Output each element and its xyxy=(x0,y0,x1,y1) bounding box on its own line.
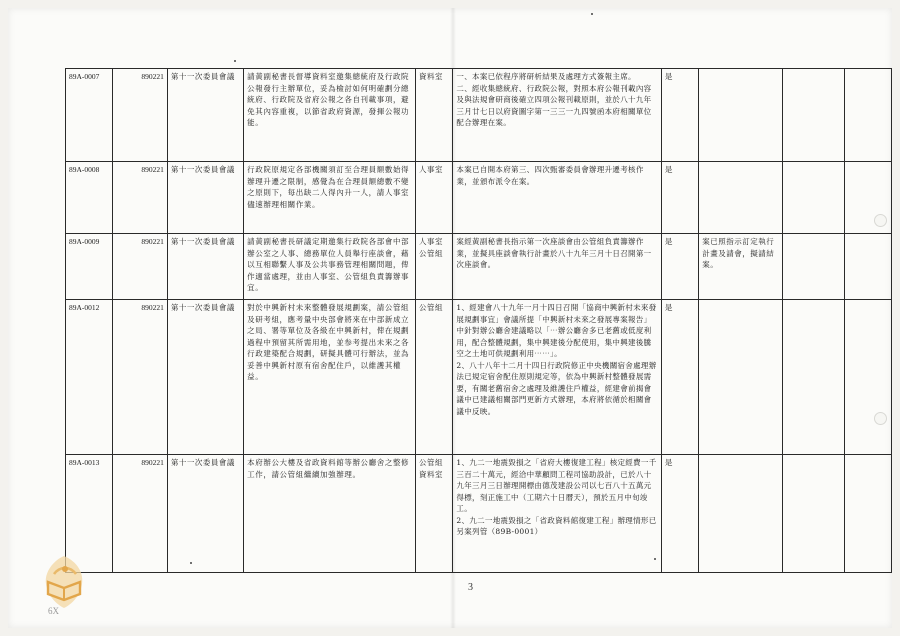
empty-cell xyxy=(845,300,892,455)
responsible-unit: 人事室 xyxy=(416,162,453,234)
case-description: 行政院原規定各部機關須訂至合理員額數始得辦理升遷之限制，感覺為在合理員額總數不變之原則下，每出缺二人得內升一人，請人事室儘速辦理相關作業。 xyxy=(244,162,416,234)
meeting-name: 第十一次委員會議 xyxy=(167,162,243,234)
case-description: 請黃副秘書長研議定期邀集行政院各部會中部辦公室之人事、總務單位人員舉行座談會，藉以互相聯繫人事及公共事務管理相關問題，俾作適當處理，並由人事室、公管組負責籌辦事宜。 xyxy=(244,234,416,300)
record-id: 89A-0013 xyxy=(66,455,113,573)
empty-cell xyxy=(782,455,844,573)
empty-cell xyxy=(845,234,892,300)
closure-flag: 是 xyxy=(661,455,698,573)
closure-flag: 是 xyxy=(661,162,698,234)
record-id: 89A-0007 xyxy=(66,69,113,162)
record-id: 89A-0012 xyxy=(66,300,113,455)
review-note: 案已照指示訂定執行計畫及請會，擬請結案。 xyxy=(699,234,782,300)
table-row xyxy=(66,69,892,162)
responsible-unit: 人事室公管組 xyxy=(416,234,453,300)
result-paragraph: 案經黃副秘書長指示第一次座談會由公管組負責籌辦作業，並擬具座談會執行計畫於八十九年三月十日召開第一次座談會。 xyxy=(456,237,652,269)
closure-flag: 是 xyxy=(661,300,698,455)
result-paragraph: 一、本案已依程序將研析結果及處理方式簽報主席。 xyxy=(456,72,636,81)
handling-result xyxy=(453,455,661,573)
handling-result xyxy=(453,300,661,455)
result-paragraph: 2、九二一地震毀損之「省政資料館復建工程」辦理情形已另案列管（89B-0001） xyxy=(456,515,657,536)
handling-result xyxy=(453,69,661,162)
page-number: 3 xyxy=(468,582,473,593)
corner-handwritten-mark: 6X xyxy=(48,606,59,616)
record-id: 89A-0008 xyxy=(66,162,113,234)
closure-flag: 是 xyxy=(661,234,698,300)
closure-flag: 是 xyxy=(661,69,698,162)
document-page xyxy=(8,8,892,628)
review-note xyxy=(699,162,782,234)
empty-cell xyxy=(782,162,844,234)
table-row xyxy=(66,162,892,234)
punch-hole xyxy=(874,214,887,227)
review-note xyxy=(699,69,782,162)
record-id: 89A-0009 xyxy=(66,234,113,300)
meeting-date: 890221 xyxy=(113,455,168,573)
empty-cell xyxy=(845,455,892,573)
table-body xyxy=(66,69,892,573)
case-description: 本府辦公大樓及省政資料館等辦公廳舍之整修工作，請公管組繼續加強辦理。 xyxy=(244,455,416,573)
empty-cell xyxy=(782,69,844,162)
empty-cell xyxy=(782,234,844,300)
empty-cell xyxy=(782,300,844,455)
review-note xyxy=(699,300,782,455)
result-paragraph: 本案已自開本府第三、四次甄審委員會辦理升遷考核作業，並頒布派令在案。 xyxy=(456,165,644,186)
punch-hole xyxy=(874,412,887,425)
responsible-unit: 公管組資料室 xyxy=(416,455,453,573)
scan-speck xyxy=(190,562,192,564)
meeting-name: 第十一次委員會議 xyxy=(167,300,243,455)
result-paragraph: 1、經建會八十九年一月十四日召開「協商中興新村未來發展規劃事宜」會議所提「中興新村未來之發展專案報告」中針對辦公廳舍建議略以「⋯辦公廳舍多已老舊或低度利用，配合整體規劃，集中興建後分配使用，集中興建後騰空之土地可供規劃利用⋯⋯」。 xyxy=(456,303,657,358)
control-record-table xyxy=(65,68,892,573)
handling-result xyxy=(453,234,661,300)
responsible-unit: 資料室 xyxy=(416,69,453,162)
archive-logo-icon xyxy=(34,552,92,612)
table-row xyxy=(66,234,892,300)
scan-speck xyxy=(234,60,236,62)
result-paragraph: 1、九二一地震毀損之「省府大樓復建工程」核定經費一千三百二十萬元，經洽中華顧問工程司協助設計，已於八十九年三月三日辦理開標由德茂建設公司以七百八十五萬元得標，刻正施工中（工期六十日曆天），預於五月中旬竣工。 xyxy=(456,458,657,513)
table-row xyxy=(66,455,892,573)
responsible-unit: 公管組 xyxy=(416,300,453,455)
case-description: 對於中興新村未來整體發展規劃案，請公管組及研考組，應考量中央部會將來在中部新成立之局、署等單位及各級在中興新村，俾在規劃過程中預留其所需用地，並参考提出未來之各行政建築配合規劃，研擬具體可行辦法，並為妥善中興新村原有宿舍配住戶，以維護其權益。 xyxy=(244,300,416,455)
empty-cell xyxy=(845,69,892,162)
review-note xyxy=(699,455,782,573)
handling-result xyxy=(453,162,661,234)
scan-speck xyxy=(591,13,593,15)
table-row xyxy=(66,300,892,455)
result-paragraph: 2、八十八年十二月十四日行政院修正中央機關宿舍處理辦法已規定宿舍配住原則規定等，依為中興新村整體發展需要，有關老舊宿舍之處理及維護住戶權益，經建會前揭會議中已建議相關部門更新方式辦理，本府將依循於相關會議中反映。 xyxy=(456,360,657,416)
meeting-name: 第十一次委員會議 xyxy=(167,234,243,300)
meeting-date: 890221 xyxy=(113,234,168,300)
scan-speck xyxy=(654,558,656,560)
meeting-name: 第十一次委員會議 xyxy=(167,455,243,573)
case-description: 請黃副秘書長督導資料室邀集總統府及行政院公報發行主辦單位，妥為檢討如何明確劃分總統府、行政院及省府公報之各自刊載事項，避免其內容重複，以節省政府資源，發揮公報功能。 xyxy=(244,69,416,162)
meeting-name: 第十一次委員會議 xyxy=(167,69,243,162)
meeting-date: 890221 xyxy=(113,69,168,162)
meeting-date: 890221 xyxy=(113,300,168,455)
meeting-date: 890221 xyxy=(113,162,168,234)
result-paragraph: 二、經收集總統府、行政院公報，對照本府公報刊載內容及與法規會研商後確立四項公報刊載原則，並於八十九年三月廿七日以府資圖字第一三三一九四號函本府相關單位配合辦理在案。 xyxy=(456,83,652,127)
